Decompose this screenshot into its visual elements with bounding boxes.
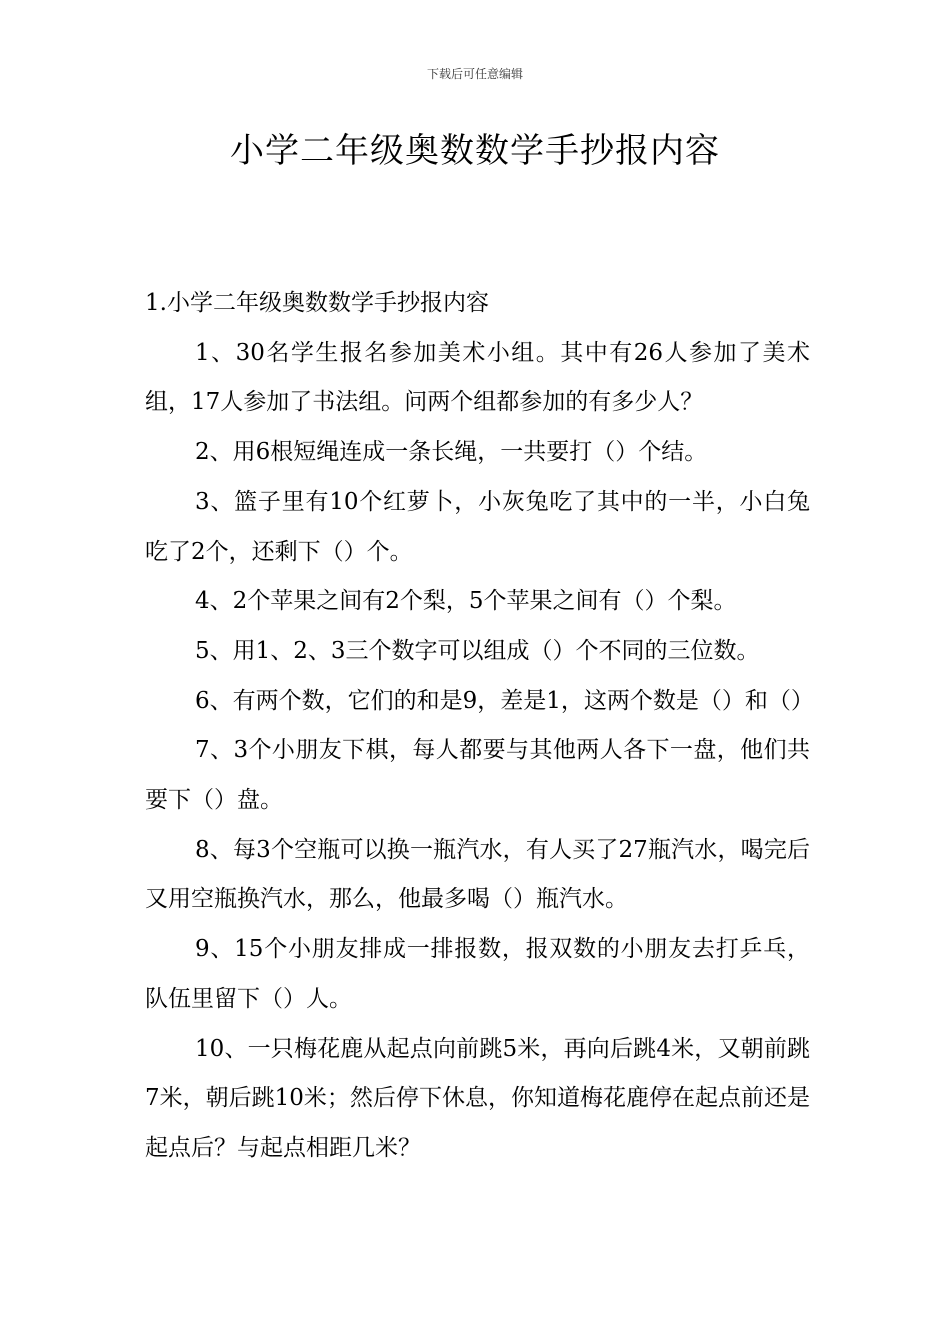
section-heading: 1.小学二年级奥数数学手抄报内容	[145, 290, 489, 316]
problem-4: 4、2个苹果之间有2个梨，5个苹果之间有（）个梨。	[195, 588, 737, 615]
page-title: 小学二年级奥数数学手抄报内容	[230, 131, 720, 171]
problem-1: 1、30名学生报名参加美术小组。其中有26人参加了美术组，17人参加了书法组。问两个组都参加的有多少人？	[145, 339, 810, 416]
problem-7: 7、3个小朋友下棋，每人都要与其他两人各下一盘，他们共要下（）盘。	[145, 737, 810, 814]
problem-8: 8、每3个空瓶可以换一瓶汽水，有人买了27瓶汽水，喝完后又用空瓶换汽水，那么，他最多喝（）瓶汽水。	[145, 836, 810, 913]
problem-3: 3、篮子里有10个红萝卜，小灰兔吃了其中的一半，小白兔吃了2个，还剩下（）个。	[145, 488, 810, 565]
problem-6: 6、有两个数，它们的和是9，差是1，这两个数是（）和（）	[195, 687, 814, 714]
document-body	[145, 279, 814, 1174]
problem-9: 9、15个小朋友排成一排报数，报双数的小朋友去打乒乓，队伍里留下（）人。	[145, 936, 810, 1012]
header-note: 下载后可任意编辑	[426, 67, 523, 81]
problem-2: 2、用6根短绳连成一条长绳，一共要打（）个结。	[195, 439, 708, 466]
problem-5: 5、用1、2、3三个数字可以组成（）个不同的三位数。	[195, 637, 760, 664]
problem-10: 10、一只梅花鹿从起点向前跳5米，再向后跳4米，又朝前跳7米，朝后跳10米；然后停下休息，你知道梅花鹿停在起点前还是起点后？与起点相距几米？	[145, 1035, 810, 1161]
